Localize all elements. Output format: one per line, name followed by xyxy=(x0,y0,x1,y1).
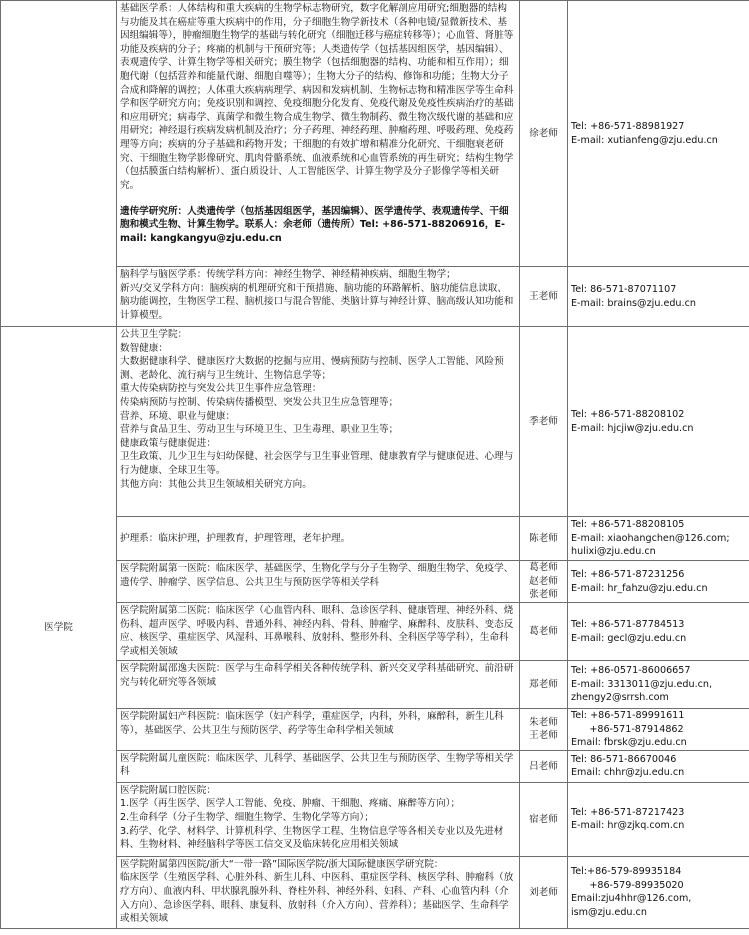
email-text: E-mail: hjcjiw@zju.edu.cn xyxy=(571,422,694,434)
research-area-cell xyxy=(117,561,520,603)
contact-person-cell xyxy=(520,856,568,928)
phone-text: Tel: +86-0571-86006657 xyxy=(571,665,691,677)
contact-person-name: 王老师 xyxy=(529,730,558,742)
email-text: Email: chhr@zju.edu.cn xyxy=(571,767,685,779)
contact-info-cell xyxy=(568,517,749,561)
research-area-text: 2.生命科学（分子生物学、细胞生物学、生物化学等方向）； xyxy=(120,812,374,824)
contact-person-name: 宿老师 xyxy=(529,813,558,825)
research-area-text: 医学院附属第一医院：临床医学、基础医学、生物化学与分子生物学、细胞生物学、免疫学、遗传学、肿瘤学、医学信息、公共卫生与预防医学等相关学科 xyxy=(120,563,514,588)
research-area-cell xyxy=(117,603,520,661)
contact-person-cell xyxy=(520,267,568,327)
research-area-text: 营养与食品卫生、劳动卫生与环境卫生、卫生毒理、职业卫生等； xyxy=(120,424,399,436)
research-area-text xyxy=(120,193,516,205)
research-area-text: 医学院附属口腔医院： xyxy=(120,784,216,796)
contact-person-name: 郑老师 xyxy=(529,678,558,690)
contact-person-cell xyxy=(520,661,568,709)
email-text: Email:zju4hhr@126.com, xyxy=(571,893,692,905)
contact-person-cell xyxy=(520,709,568,751)
research-area-text: 重大传染病防控与突发公共卫生事件应急管理： xyxy=(120,383,322,395)
email-text: E-mail: 3313011@zju.edu.cn, xyxy=(571,678,713,690)
contact-info-cell xyxy=(568,782,749,856)
research-area-cell xyxy=(117,517,520,561)
contact-person-name: 季老师 xyxy=(529,415,558,427)
department-cell: 医学院 xyxy=(1,327,117,929)
research-area-cell xyxy=(117,856,520,928)
research-area-text: 健康政策与健康促进： xyxy=(120,437,216,449)
research-area-text: 营养、环境、职业与健康： xyxy=(120,410,236,422)
phone-text: Tel: +86-571-88208102 xyxy=(571,408,685,420)
research-area-text: 医学院附属邵逸夫医院：医学与生命科学相关各种传统学科、新兴交叉学科基础研究、前沿研究与转化研究等各领域 xyxy=(120,663,514,688)
contact-info-cell xyxy=(568,327,749,517)
email-text: Email: fbrsk@zju.edu.cn xyxy=(571,737,687,749)
contact-info-cell xyxy=(568,856,749,928)
contact-person-name: 王老师 xyxy=(529,290,558,302)
contact-person-name: 葛老师 xyxy=(529,562,558,574)
research-area-text: 公共卫生学院： xyxy=(120,329,188,340)
research-area-cell xyxy=(117,1,520,267)
research-area-text: 护理系：临床护理，护理教育，护理管理，老年护理。 xyxy=(120,532,351,544)
research-area-cell xyxy=(117,661,520,709)
contact-person-name: 陈老师 xyxy=(529,532,558,544)
phone-text: zhengy2@srrsh.com xyxy=(571,692,669,704)
contact-person-name: 葛老师 xyxy=(529,625,558,637)
research-area-text: 数智健康： xyxy=(120,342,168,354)
contact-info-cell xyxy=(568,603,749,661)
email-text: E-mail: xutianfeng@zju.edu.cn xyxy=(571,134,718,146)
research-area-text: 其他方向：其他公共卫生领域相关研究方向。 xyxy=(120,478,312,490)
table-row xyxy=(1,1,749,267)
contact-person-name: 刘老师 xyxy=(529,886,558,898)
contact-info-cell xyxy=(568,1,749,267)
phone-text: ism@zju.edu.cn xyxy=(571,906,647,918)
research-area-text: 传染病预防与控制、传染病传播模型、突发公共卫生应急管理等； xyxy=(120,397,399,409)
contact-person-cell xyxy=(520,750,568,782)
research-area-text: 3.药学、化学、材料学、计算机科学、生物医学工程、生物信息学等各相关专业以及先进材料、生物材料、神经脑科学等医工信交叉及临床转化应用相关领域 xyxy=(120,825,504,851)
research-area-text: 大数据健康科学、健康医疗大数据的挖掘与应用、慢病预防与控制、医学人工智能、风险预测、老龄化、流行病与卫生统计、生物信息学等； xyxy=(120,356,504,381)
email-text: E-mail: gecl@zju.edu.cn xyxy=(571,632,687,644)
email-text: E-mail: hr_fahzu@zju.edu.cn xyxy=(571,582,708,594)
research-area-text: 新兴/交叉学科方向：脑疾病的机理研究和干预措施、脑功能的环路解析、脑功能信息读取、脑功能调控，生物医学工程、脑机接口与混合智能、类脑计算与神经计算、脑高级认知功能和计算模型。 xyxy=(120,282,514,321)
table-row xyxy=(1,327,749,517)
research-area-text: 临床医学（生殖医学科、心脏外科、新生儿科、中医科、重症医学科、核医学科、肿瘤科（放疗方向）、血液内科、甲状腺乳腺外科、脊柱外科、神经外科、妇科、产科、心血管内科（介入方向）、急诊医学科、眼科、康复科、放射科（介入方向）、营养科）；基础医学、生命科学或相关领域 xyxy=(120,872,514,925)
research-area-cell xyxy=(117,750,520,782)
research-area-text: 基础医学系：人体结构和重大疾病的生物学标志物研究，数字化解剖应用研究;细胞器的结构与功能及其在癌症等重大疾病中的作用，分子细胞生物学新技术（各种电镜/显微新技术、基因组编辑等），肿瘤细胞生物学的基础与转化研究（细胞迁移与癌症转移等）；心血管、肾脏等功能及疾病的分子；疼痛的机制与干预研究等；人类遗传学（包括基因组医学，基因编辑）、表观遗传学、计算生物学等相关研究；膜生物学（包括细胞器的结构、功能和相互作用）；细胞代谢（包括营养和能量代谢、细胞自噬等）；生物大分子的结构、修饰和功能；生物大分子合成和降解的调控；人体重大疾病病理学、病因和发病机制、生物标志物和精准医学等生命科学和医学研究方向；免疫识别和调控、免疫细胞分化发育、免疫代谢及免疫性疾病治疗的基础和应用研究；病毒学、真菌学和微生物合成生物学、微生物制药、微生物次级代谢的基础和应用研究；神经退行疾病发病机制及治疗；分子药理、神经药理、肿瘤药理、呼吸药理、免疫药理等方向；疾病的分子基础和药物开发；干细胞的有效扩增和精准分化研究、干细胞衰老研究、干细胞生物学影像研究、肌肉骨骼系统、血液系统和心血管系统的再生研究；结构生物学（包括膜蛋白结构解析）、蛋白质设计、人工智能医学、计算生物学及分子影像学等相关研究。 xyxy=(120,3,514,191)
contact-person-name: 赵老师 xyxy=(529,575,558,587)
research-area-text: 1.医学（再生医学、医学人工智能、免疫、肿瘤、干细胞、疼痛、麻醉等方向）； xyxy=(120,798,461,810)
phone-text: hulixi@zju.edu.cn xyxy=(571,546,656,558)
contact-info-cell xyxy=(568,750,749,782)
research-area-cell xyxy=(117,267,520,327)
phone-text: Tel: +86-571-89991611 xyxy=(571,710,685,721)
research-area-cell xyxy=(117,782,520,856)
contact-info-cell xyxy=(568,661,749,709)
table-row xyxy=(1,267,749,327)
contact-info-cell xyxy=(568,267,749,327)
research-area-text: 遗传学研究所：人类遗传学（包括基因组医学，基因编辑）、医学遗传学、表观遗传学、干细胞和模式生物、计算生物学。联系人：余老师（遗传所）Tel: +86-571-88206916，E-mail: kangkangyu@zju.edu.cn xyxy=(120,205,509,244)
contact-person-name: 吕老师 xyxy=(529,760,558,772)
contact-person-cell xyxy=(520,561,568,603)
phone-text: Tel: +86-571-88208105 xyxy=(571,519,685,531)
phone-text: Tel: +86-571-88981927 xyxy=(571,120,685,132)
research-area-text: 脑科学与脑医学系：传统学科方向：神经生物学、神经精神疾病、细胞生物学； xyxy=(120,269,456,280)
phone-text: +86-579-89935020 xyxy=(571,879,684,891)
research-area-text: 卫生政策、儿少卫生与妇幼保健、社会医学与卫生事业管理、健康教育学与健康促进、心理与行为健康、全球卫生等。 xyxy=(120,451,514,477)
contact-person-cell xyxy=(520,782,568,856)
research-area-cell xyxy=(117,327,520,517)
phone-text: Tel: +86-571-87217423 xyxy=(571,806,685,818)
department-cell-span xyxy=(1,1,117,267)
phone-text: Tel: 86-571-86670046 xyxy=(571,753,677,765)
email-text: E-mail: hr@zjkq.com.cn xyxy=(571,820,685,832)
contact-person-name: 徐老师 xyxy=(529,127,558,139)
contact-person-name: 朱老师 xyxy=(529,716,558,728)
research-area-cell xyxy=(117,709,520,751)
contact-person-name: 张老师 xyxy=(529,589,558,601)
email-text: E-mail: xiaohangchen@126.com; xyxy=(571,532,730,544)
email-text: E-mail: brains@zju.edu.cn xyxy=(571,297,696,309)
research-area-text: 医学院附属第二医院：临床医学（心血管内科、眼科、急诊医学科、健康管理、神经外科、烧伤科、超声医学、呼吸内科、普通外科、神经内科、骨科、肿瘤学、麻醉科、皮肤科、变态反应、核医学、重症医学、风湿科、耳鼻喉科、放射科、整形外科、全科医学等学科），生命科学或相关领域 xyxy=(120,605,514,657)
contact-person-cell xyxy=(520,517,568,561)
department-cell-span xyxy=(1,267,117,327)
contact-person-cell xyxy=(520,1,568,267)
contact-info-cell xyxy=(568,709,749,751)
research-area-text: 医学院附属儿童医院：临床医学、儿科学、基础医学、公共卫生与预防医学、生物学等相关学科 xyxy=(120,752,514,778)
phone-text: Tel: +86-571-87231256 xyxy=(571,568,685,580)
contact-info-cell xyxy=(568,561,749,603)
research-area-text: 医学院附属妇产科医院：临床医学（妇产科学，重症医学，内科，外科，麻醉科，新生儿科等），基础医学、公共卫生与预防医学、药学等生命科学相关领域 xyxy=(120,711,504,736)
phone-text: +86-571-87914862 xyxy=(571,723,684,735)
phone-text: Tel: 86-571-87071107 xyxy=(571,283,677,295)
research-area-text: 医学院附属第四医院/浙大“一带一路”国际医学院/浙大国际健康医学研究院： xyxy=(120,858,444,870)
phone-text: Tel:+86-579-89935184 xyxy=(571,866,682,878)
table-body xyxy=(1,1,749,929)
phone-text: Tel: +86-571-87784513 xyxy=(571,618,685,630)
contact-person-cell xyxy=(520,327,568,517)
contact-person-cell xyxy=(520,603,568,661)
